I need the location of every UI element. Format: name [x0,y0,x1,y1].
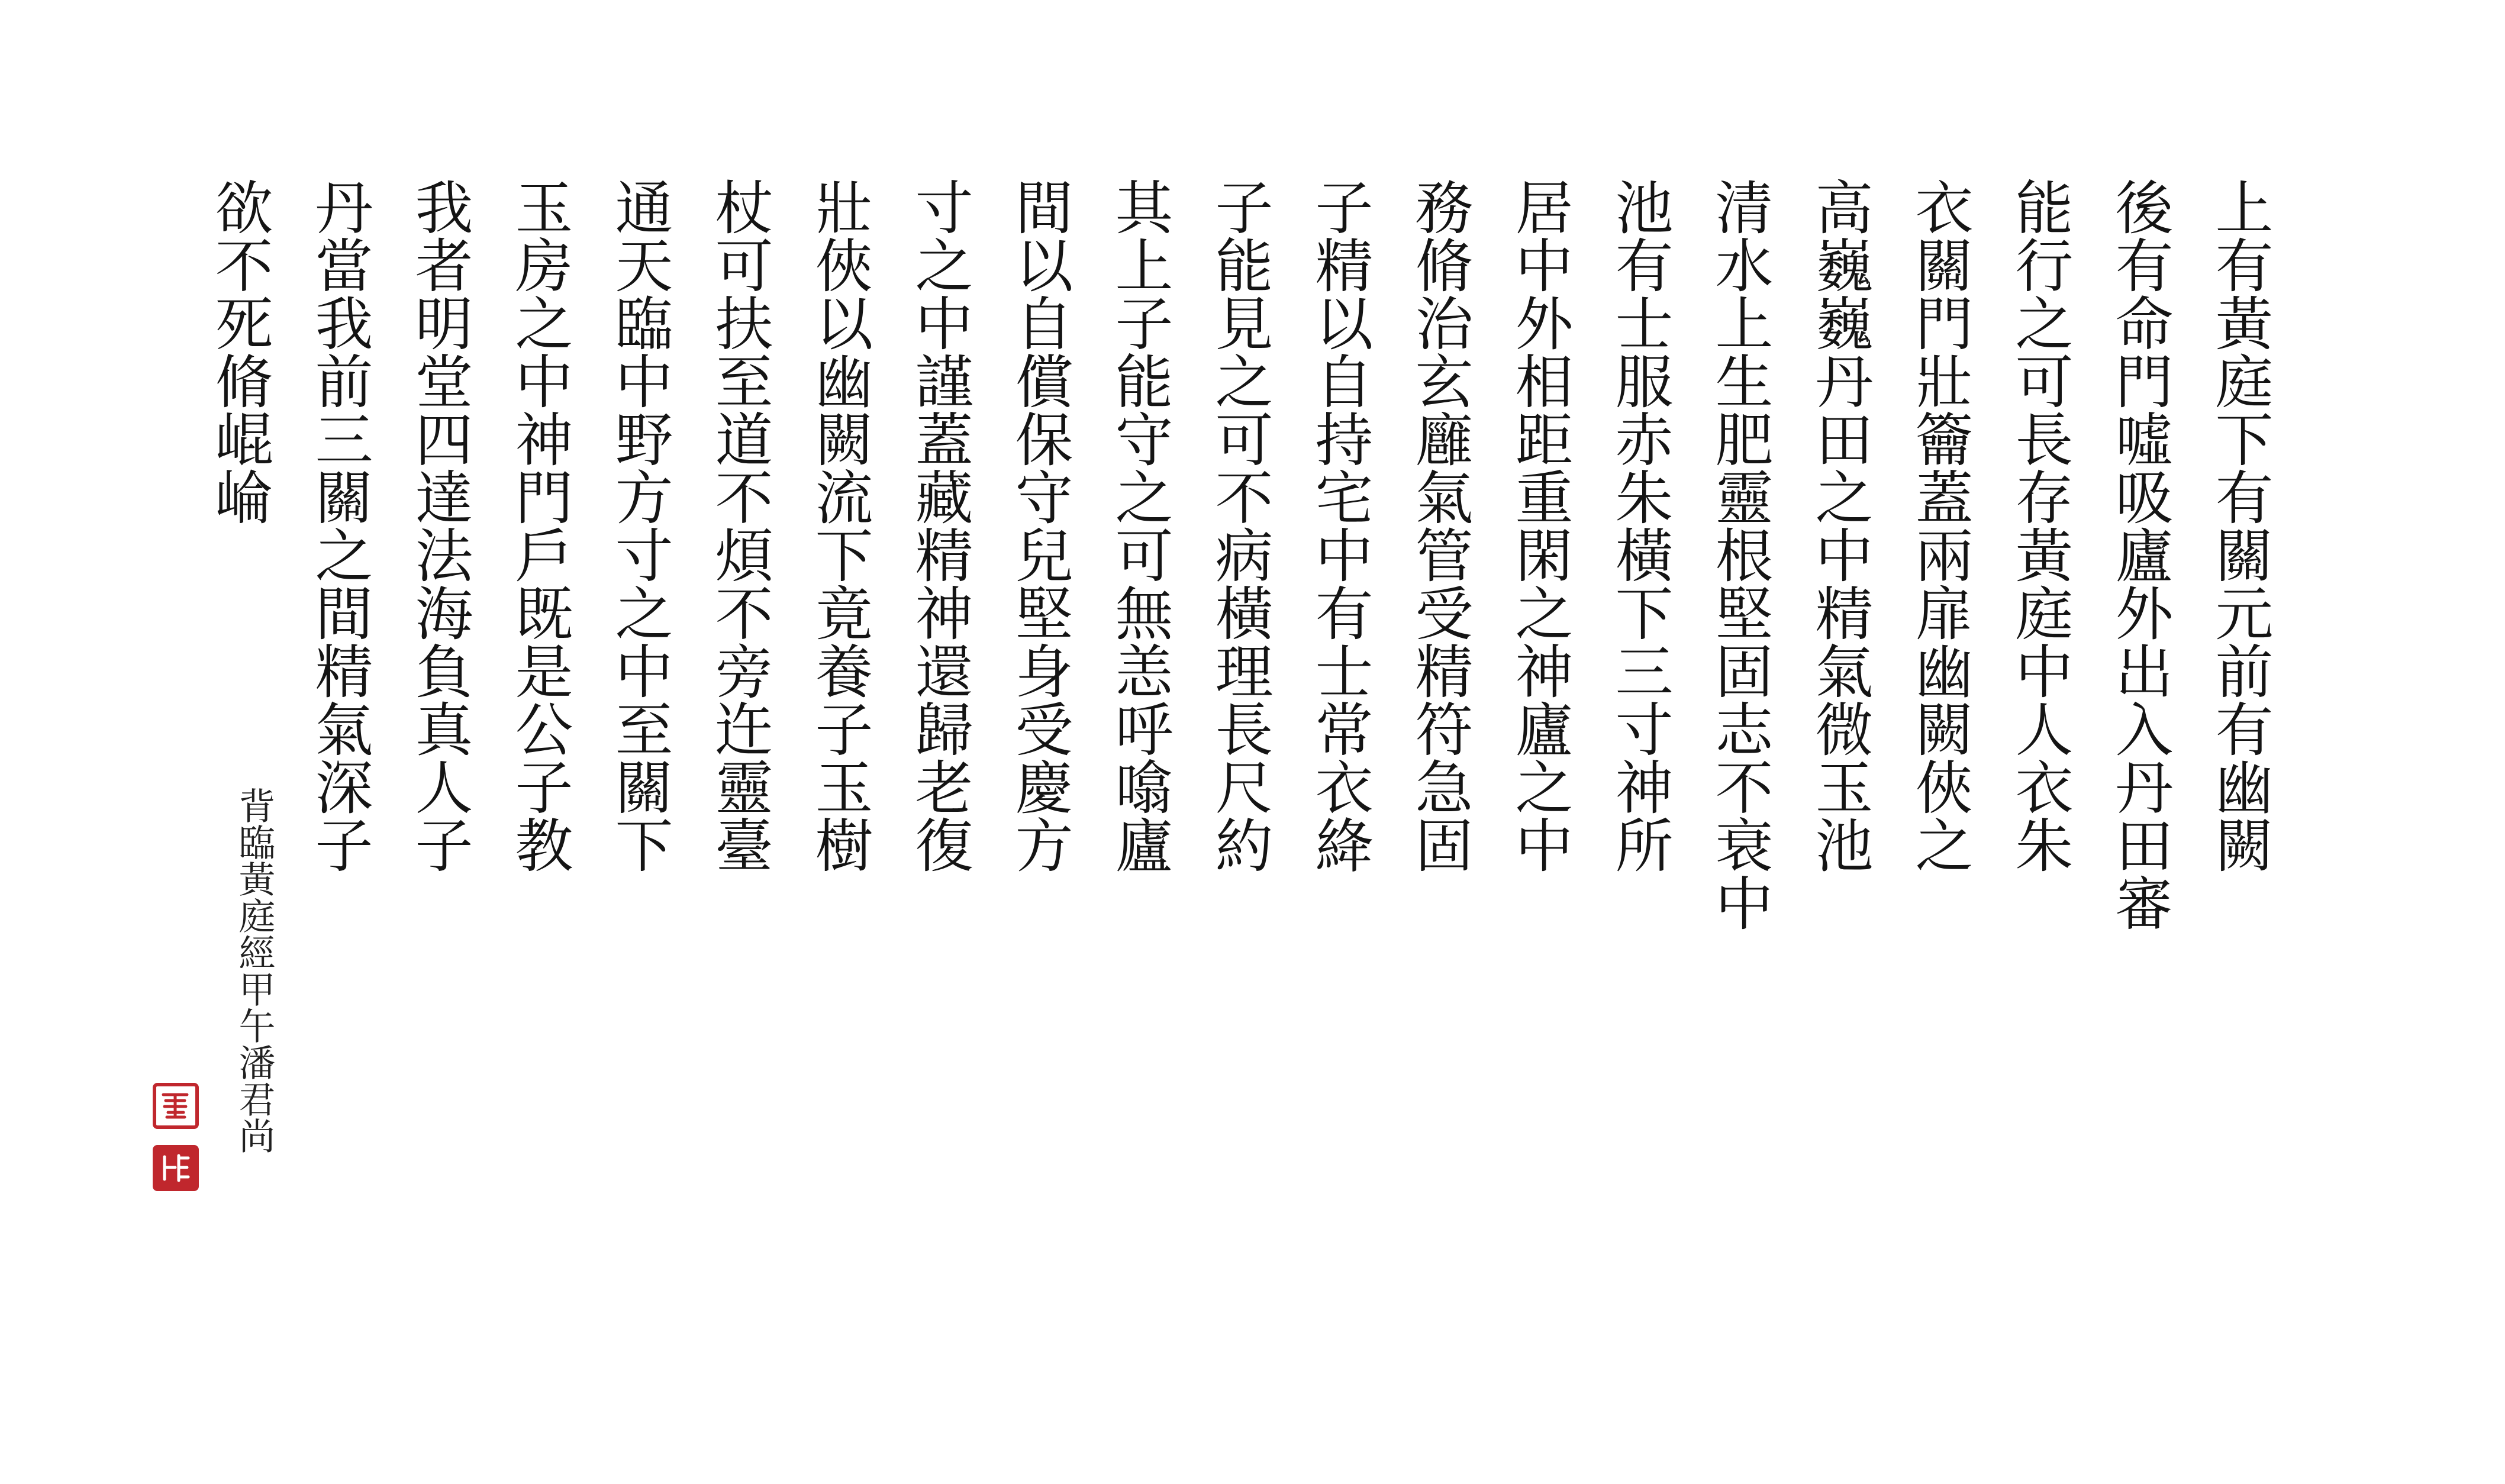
text-column: 衣關門壯籥蓋兩扉幽闕俠之 [1906,178,1973,873]
signature-inscription: 背臨黃庭經甲午潘君尚 [233,787,276,1154]
seal-stamp-icon [153,1145,199,1191]
text-column: 子能見之可不病橫理長尺約 [1205,178,1273,873]
text-column: 杖可扶至道不煩不旁迕靈臺 [705,178,773,873]
text-column: 欲不死脩崐崘 [205,178,273,525]
text-column: 高巍巍丹田之中精氣微玉池 [1806,178,1873,873]
text-column: 子精以自持宅中有士常衣絳 [1305,178,1373,873]
text-column: 上有黃庭下有關元前有幽闕 [2206,178,2273,873]
text-column: 丹當我前三關之間精氣深子 [305,178,373,873]
text-column: 後有命門噓吸廬外出入丹田審 [2106,178,2173,931]
text-column: 通天臨中野方寸之中至關下 [605,178,673,873]
text-column: 池有士服赤朱橫下三寸神所 [1605,178,1673,873]
text-column: 務脩治玄廱氣管受精符急固 [1405,178,1473,873]
text-column: 間以自償保守兒堅身受慶方 [1005,178,1073,873]
seal-stamp-icon [153,1083,199,1129]
text-column: 居中外相距重閑之神廬之中 [1505,178,1573,873]
text-column: 清水上生肥靈根堅固志不衰中 [1706,178,1773,931]
text-column: 壯俠以幽闕流下竟養子玉樹 [805,178,873,873]
text-column: 玉房之中神門戶既是公子教 [505,178,573,873]
text-column: 我者明堂四達法海負真人子 [405,178,473,873]
text-column: 寸之中謹蓋藏精神還歸老復 [905,178,973,873]
text-column: 其上子能守之可無恙呼噏廬 [1105,178,1173,873]
text-column: 能行之可長存黃庭中人衣朱 [2006,178,2073,873]
